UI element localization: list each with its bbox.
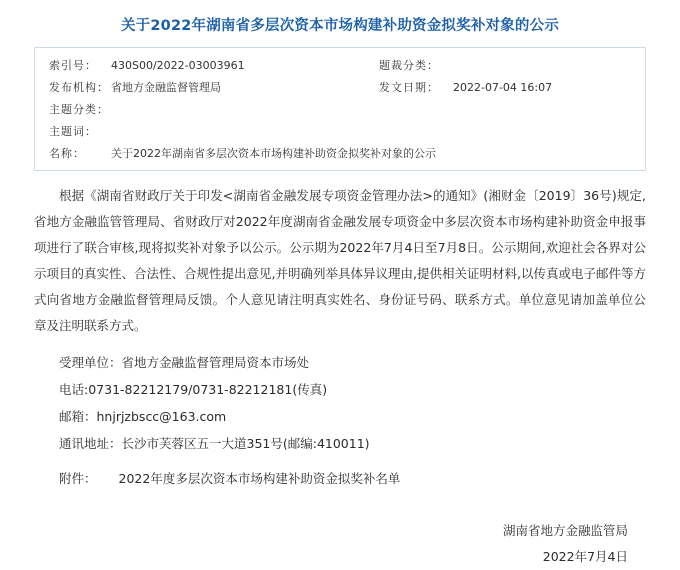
meta-label-name: 名称： [49,147,85,160]
meta-value-keyword [111,124,631,139]
contact-line-unit: 受理单位：省地方金融监督管理局资本市场处 [59,355,310,370]
meta-value-publish-date: 2022-07-04 16:07 [453,81,553,94]
meta-label-publish-date: 发文日期： [379,81,439,94]
meta-value-issuer: 省地方金融监督管理局 [111,81,221,94]
meta-value-name: 关于2022年湖南省多层次资本市场构建补助资金拟奖补对象的公示 [111,147,436,160]
meta-label-index: 索引号： [49,59,97,72]
meta-value-subject [111,102,631,117]
attachment-name[interactable]: 2022年度多层次资本市场构建补助资金拟奖补名单 [118,471,401,486]
page-title: 关于2022年湖南省多层次资本市场构建补助资金拟奖补对象的公示 [120,18,560,34]
meta-value-topic [453,58,631,73]
attachment-line [34,465,646,492]
meta-label-issuer: 发布机构： [49,81,109,94]
attachment-label: 附件： [59,471,97,486]
signature-date: 2022年7月4日 [542,549,628,564]
meta-value-index: 430S00/2022-03003961 [111,59,245,72]
contact-line-phone: 电话:0731-82212179/0731-82212181(传真) [59,382,328,397]
signature-org: 湖南省地方金融监管局 [502,523,628,538]
meta-label-subject: 主题分类： [49,103,109,116]
contact-line-address: 通讯地址：长沙市芙蓉区五一大道351号(邮编:410011) [59,436,370,451]
document-meta-table [34,47,646,171]
document-body-paragraph: 根据《湖南省财政厅关于印发<湖南省金融发展专项资金管理办法>的通知》(湘财金〔2019〕36号)规定,省地方金融监管管理局、省财政厅对2022年度湖南省金融发展专项资金中多层次资本市场构建补助资金申报事项进行了联合审核,现将拟奖补对象予以公示。公示期为2022年7月4日至7月8日。公示期间,欢迎社会各界对公示项目的真实性、合法性、合规性提出意见,并明确列举具体异议理由,提供相关证明材料,以传真或电子邮件等方式向省地方金融监督管理局反馈。个人意见请注明真实姓名、身份证号码、联系方式。单位意见请加盖单位公章及注明联系方式。 [34,188,646,333]
meta-label-keyword: 主题词： [49,125,97,138]
contact-line-email: 邮箱：hnjrjzbscc@163.com [59,409,227,424]
meta-label-topic: 题裁分类： [379,59,439,72]
